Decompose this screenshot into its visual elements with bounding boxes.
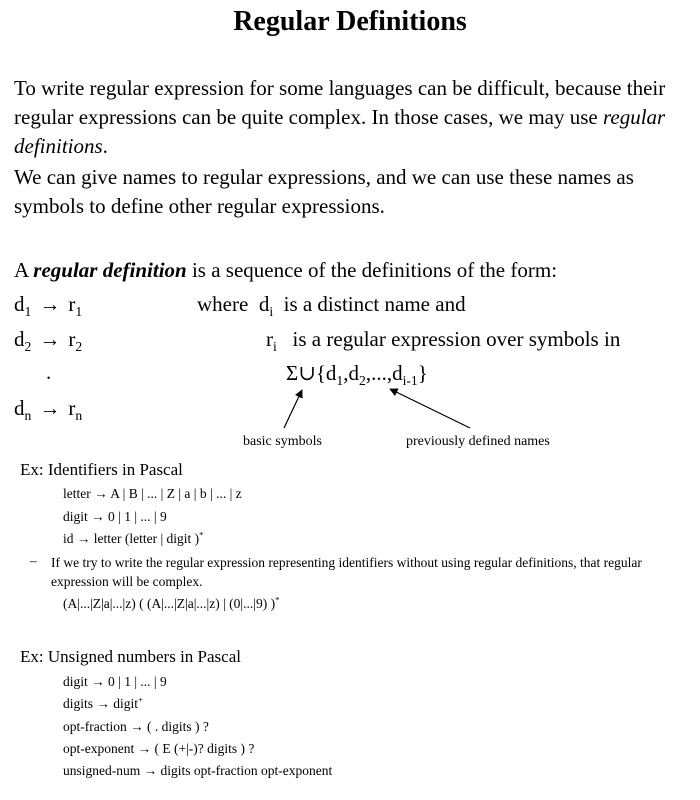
ex1-letter-rule: letter → A | B | ... | Z | a | b | ... | z <box>63 486 242 501</box>
ex1-expanded-expression <box>63 596 279 612</box>
sigma-union-start: Σ∪{d <box>286 361 337 385</box>
ex2-digit-rule: digit → 0 | 1 | ... | 9 <box>63 674 167 689</box>
ex2-opt-exponent-rule: opt-exponent → ( E (+|-)? digits ) ? <box>63 741 255 756</box>
arrow-to-defined-names <box>390 389 470 428</box>
arrow-symbol: → <box>39 327 61 351</box>
sigma-comma-1: ,d <box>343 361 359 385</box>
di-subscript: i <box>269 304 274 320</box>
ex2-opt-fraction-rule: opt-fraction → ( . digits ) ? <box>63 719 209 734</box>
arrow-to-sigma <box>284 390 302 428</box>
kleene-star: * <box>199 529 204 540</box>
arrow-symbol: → <box>39 396 61 420</box>
digits-rule-text: digits → digit <box>63 696 139 711</box>
sigma-end: } <box>417 361 428 385</box>
intro-p1-text: To write regular expression for some languages can be difficult, because their regular expressions can be quite complex. In those cases, we may use <box>14 76 666 129</box>
plus-superscript: + <box>138 694 143 705</box>
sigma-sub-1: 1 <box>336 373 344 389</box>
ex2-unsigned-num-rule: unsigned-num → digits opt-fraction opt-exponent <box>63 763 333 778</box>
page-title: Regular Definitions <box>233 6 467 37</box>
label-basic-symbols: basic symbols <box>243 434 322 449</box>
d-subscript: n <box>24 408 32 424</box>
ri-symbol: r <box>266 327 273 351</box>
r-symbol: r <box>68 327 76 351</box>
regular-definitions-emphasis: regular definitions <box>14 105 666 158</box>
ex1-dash-bullet: – <box>30 553 37 568</box>
d-subscript: 1 <box>24 304 32 320</box>
ri-description: is a regular expression over symbols in <box>292 327 621 351</box>
d-symbol: d <box>14 292 25 316</box>
ex1-id-rule <box>63 531 204 547</box>
d-subscript: 2 <box>24 339 32 355</box>
definition-rest: is a sequence of the definitions of the form: <box>191 258 558 282</box>
sigma-middle: ,...,d <box>365 361 403 385</box>
kleene-star: * <box>275 594 280 605</box>
arrow-symbol: → <box>39 292 61 316</box>
sigma-sub-3: i-1 <box>402 373 418 389</box>
id-rule-text: id → letter (letter | digit ) <box>63 531 200 546</box>
r-subscript: n <box>75 408 83 424</box>
vertical-ellipsis-dot: . <box>46 360 52 384</box>
d-symbol: d <box>14 396 25 420</box>
r-subscript: 1 <box>75 304 83 320</box>
ex1-heading: Ex: Identifiers in Pascal <box>20 460 183 479</box>
d-symbol: d <box>14 327 25 351</box>
r-symbol: r <box>68 292 76 316</box>
r-subscript: 2 <box>75 339 83 355</box>
ex1-digit-rule: digit → 0 | 1 | ... | 9 <box>63 509 167 524</box>
ex2-digits-rule <box>63 696 143 712</box>
di-symbol: d <box>258 292 270 316</box>
di-description: is a distinct name and <box>283 292 466 316</box>
expanded-expression-text: (A|...|Z|a|...|z) ( (A|...|Z|a|...|z) | (0|...|9) ) <box>63 596 276 611</box>
ex2-heading: Ex: Unsigned numbers in Pascal <box>20 647 241 666</box>
ex1-note: If we try to write the regular expression representing identifiers without using regular definitions, that regular expression will be complex. <box>51 555 642 589</box>
definition-lead: A <box>14 258 29 282</box>
intro-p1-period: . <box>102 134 108 158</box>
ri-subscript: i <box>273 339 277 355</box>
intro-paragraph-2: We can give names to regular expressions, and we can use these names as symbols to define other regular expressions. <box>14 165 634 218</box>
where-word: where <box>197 292 249 316</box>
sigma-sub-2: 2 <box>358 373 366 389</box>
label-previously-defined-names: previously defined names <box>406 434 550 449</box>
r-symbol: r <box>68 396 76 420</box>
definition-term: regular definition <box>33 258 187 282</box>
